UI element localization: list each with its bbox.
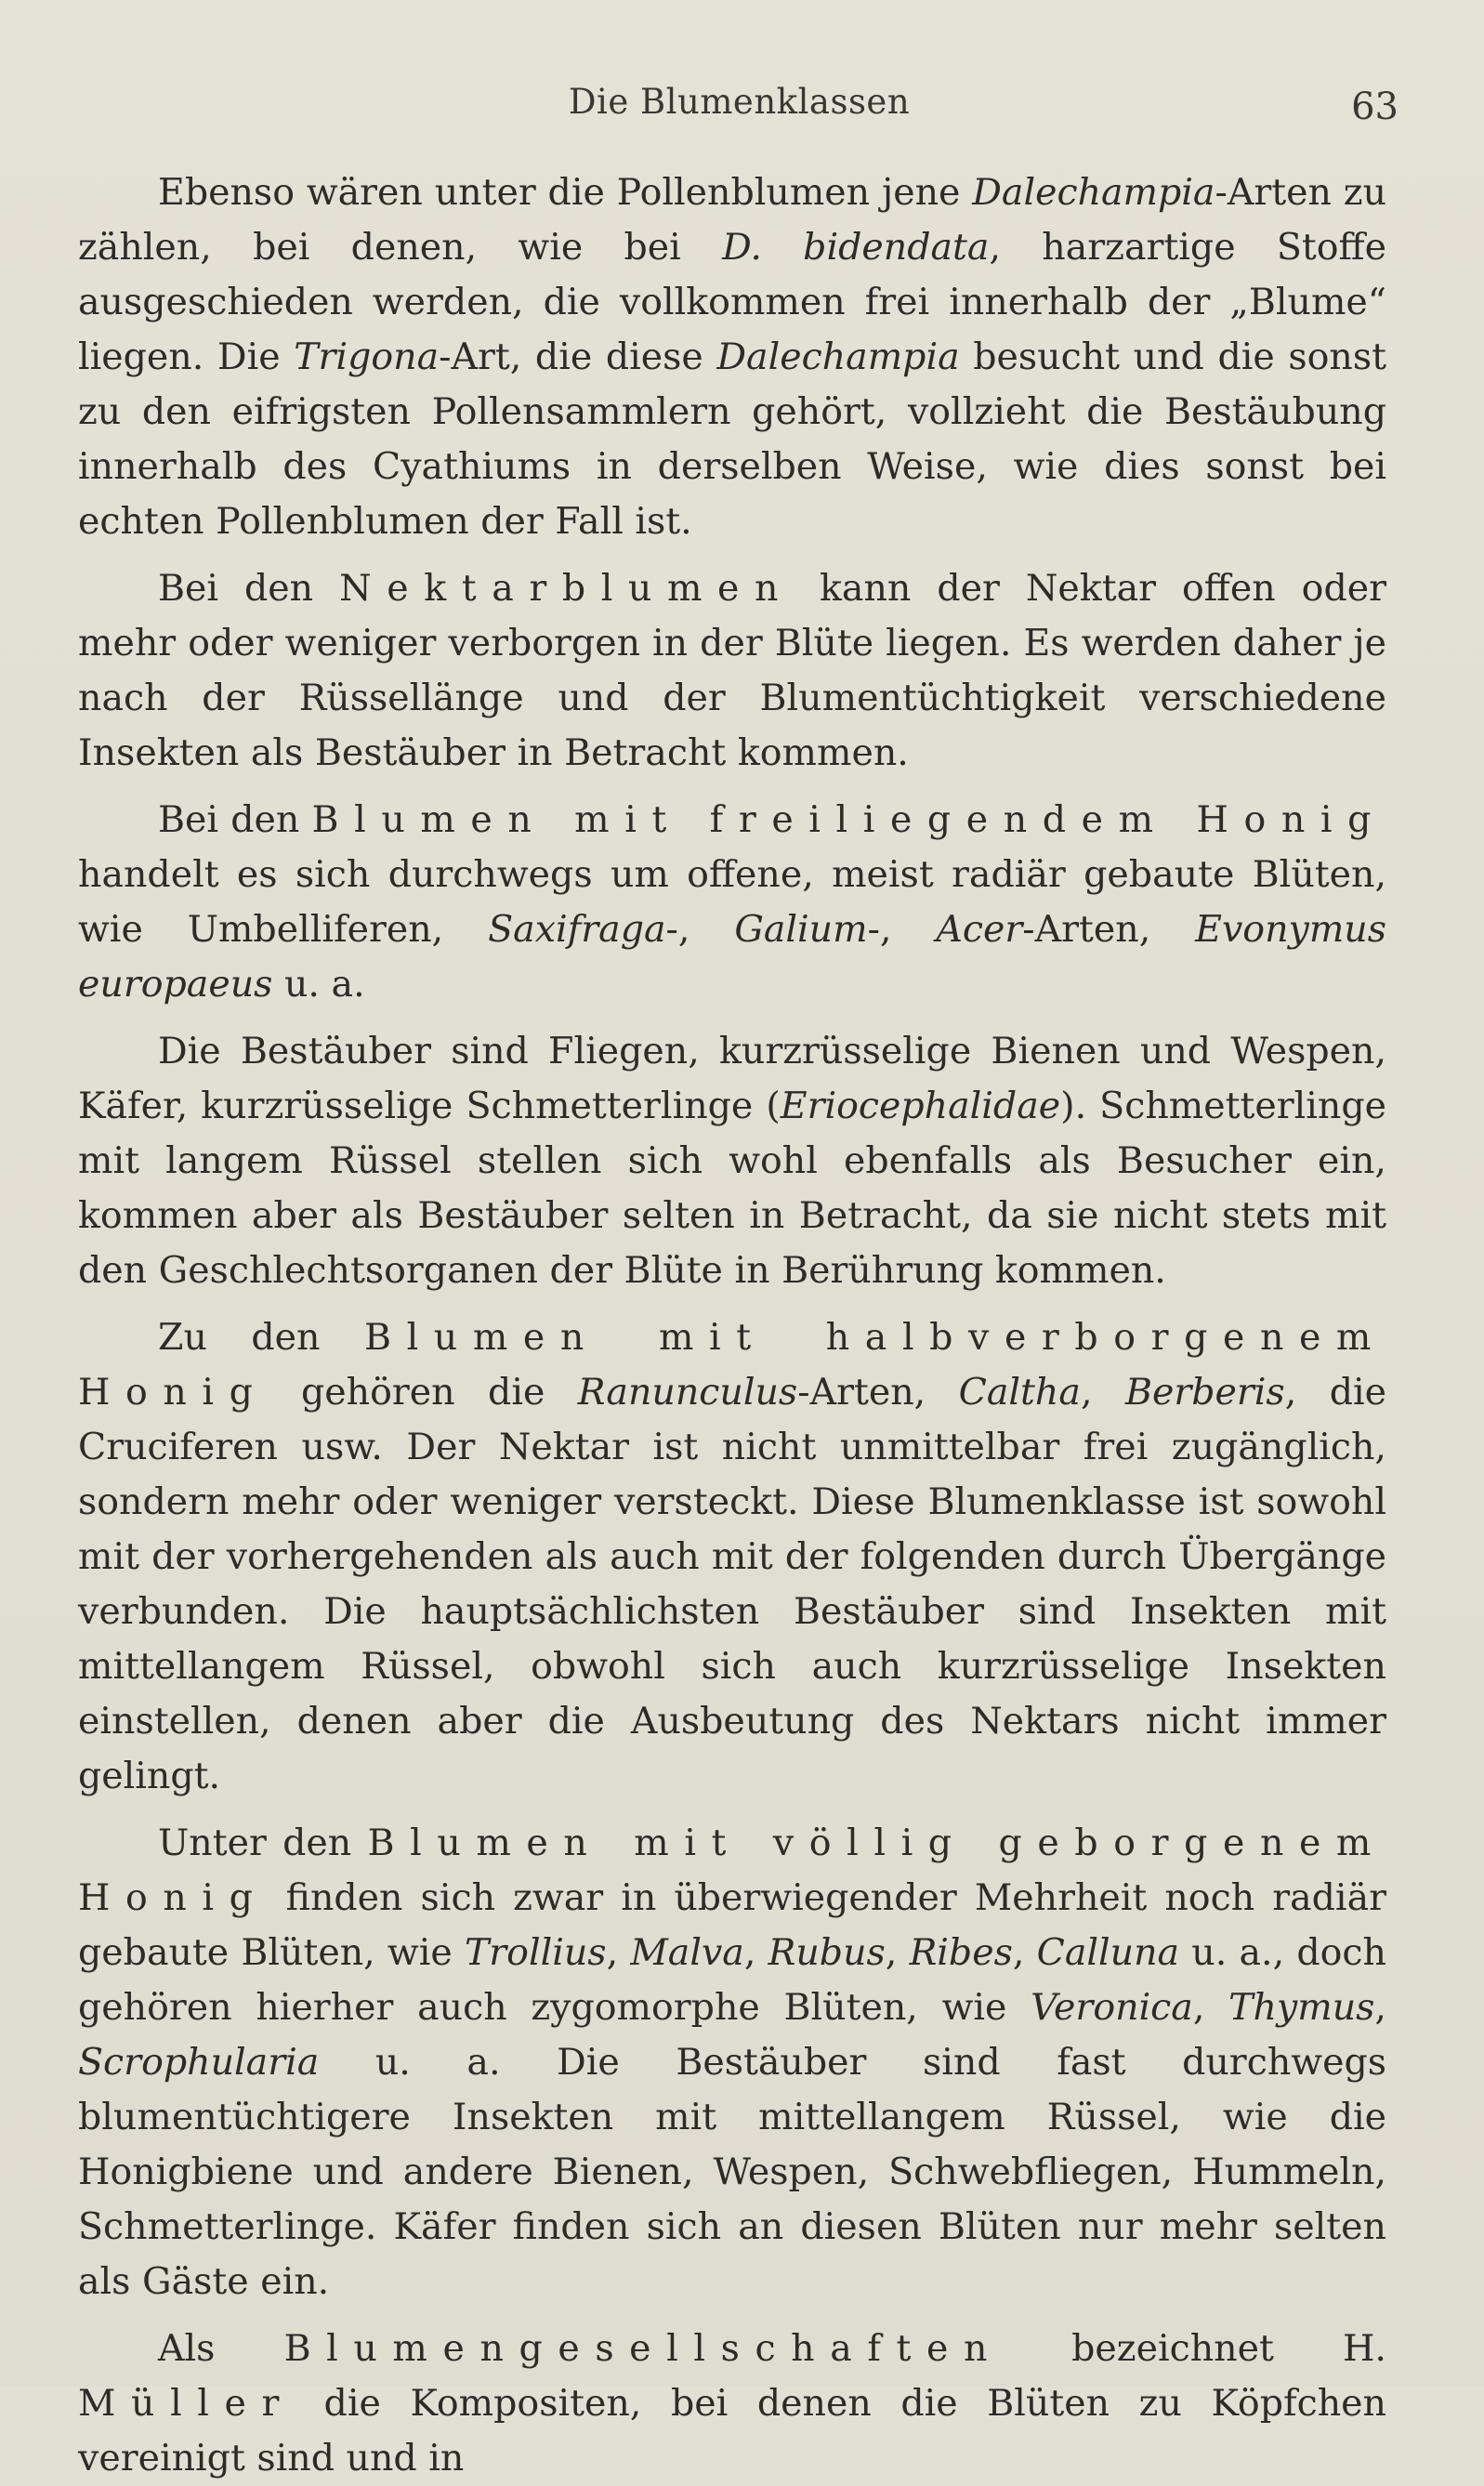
- text-run: Ebenso wären unter die Pollenblumen jene: [158, 171, 973, 214]
- italic-term: Saxifraga: [488, 908, 666, 951]
- text-run: Bei den: [158, 798, 312, 841]
- text-run: -,: [665, 908, 735, 951]
- text-run: -Arten,: [1022, 908, 1196, 951]
- text-run: u. a. Die Bestäuber sind fast durchwegs blumentüchtigere Insekten mit mittellangem Rüssel, wie die Honigbiene und andere Bienen, Wespen, Schwebfliegen, Hummeln, Schmetterlinge. Käfer finden sich an diesen Blüten nur mehr selten als Gäste ein.: [78, 2041, 1386, 2303]
- spaced-term: Blumen mit völlig geborgenem Honig: [78, 1822, 1386, 1919]
- italic-term: Scrophularia: [78, 2041, 320, 2084]
- text-run: u. a., doch gehören hierher auch zygomorphe Blüten, wie: [78, 1931, 1386, 2029]
- paragraph: [78, 561, 1386, 781]
- paragraph: [78, 793, 1386, 1012]
- page-number: 63: [1351, 85, 1399, 128]
- italic-term: Ribes: [909, 1931, 1013, 1974]
- italic-term: Galium: [734, 908, 868, 951]
- text-run: bezeichnet H.: [1003, 2327, 1386, 2370]
- text-run: -Arten zu zählen, bei denen, wie bei: [78, 171, 1387, 269]
- spaced-term: Blumengesellschaften: [283, 2327, 1003, 2370]
- text-run: ,: [1192, 1986, 1229, 2029]
- text-run: -Art, die diese: [439, 335, 717, 378]
- italic-term: Rubus: [768, 1931, 886, 1974]
- italic-term: Dalechampia: [972, 171, 1215, 214]
- text-run: ,: [1374, 1986, 1386, 2029]
- text-run: -Arten,: [797, 1371, 959, 1414]
- paragraph: [78, 165, 1386, 549]
- text-run: -,: [867, 908, 937, 951]
- paragraph: [78, 2322, 1386, 2486]
- text-run: ,: [606, 1931, 631, 1974]
- italic-term: Trigona: [294, 335, 440, 378]
- text-run: besucht und die sonst zu den eifrigsten Pollensammlern gehört, vollzieht die Bestäubung innerhalb des Cyathiums in derselben Weise, wie dies sonst bei echten Pollenblumen der Fall ist.: [78, 335, 1386, 543]
- italic-term: Eriocephalidae: [780, 1085, 1061, 1127]
- italic-term: Dalechampia: [716, 335, 960, 378]
- text-run: u. a.: [272, 963, 365, 1006]
- spaced-term: Blumen mit freiliegendem Honig: [311, 798, 1386, 841]
- text-run: Als: [158, 2327, 284, 2370]
- italic-term: Caltha: [958, 1371, 1081, 1414]
- spaced-term: Blumen mit halbverborgenem Honig: [78, 1316, 1386, 1414]
- text-run: kann der Nektar offen oder mehr oder weniger verborgen in der Blüte liegen. Es werden daher je nach der Rüssellänge und der Blumentüchtigkeit verschiedene Insekten als Bestäuber in Betracht kommen.: [78, 567, 1386, 774]
- italic-term: Evonymus europaeus: [78, 908, 1386, 1006]
- italic-term: D. bidendata: [722, 226, 990, 269]
- text-run: , harzartige Stoffe ausgeschieden werden, die vollkommen frei innerhalb der „Blume“ liegen. Die: [78, 226, 1386, 378]
- spaced-term: Müller: [78, 2382, 295, 2425]
- text-run: Bei den: [158, 567, 340, 610]
- text-run: Zu den: [158, 1316, 364, 1359]
- italic-term: Calluna: [1036, 1931, 1180, 1974]
- italic-term: Malva: [630, 1931, 744, 1974]
- running-head: [80, 82, 1399, 134]
- text-run: , die Cruciferen usw. Der Nektar ist nicht unmittelbar frei zugänglich, sondern mehr oder weniger versteckt. Diese Blumenklasse ist sowohl mit der vorhergehenden als auch mit der folgenden durch Übergänge verbunden. Die hauptsächlichsten Bestäuber sind Insekten mit mittellangem Rüssel, obwohl sich auch kurzrüsselige Insekten einstellen, denen aber die Ausbeutung des Nektars nicht immer gelingt.: [78, 1371, 1386, 1797]
- italic-term: Trollius: [464, 1931, 607, 1974]
- text-run: Unter den: [158, 1822, 368, 1864]
- running-title: Die Blumenklassen: [568, 82, 911, 122]
- body-text: [78, 165, 1386, 2486]
- paragraph: [78, 1024, 1386, 1298]
- text-run: ,: [743, 1931, 768, 1974]
- italic-term: Berberis: [1124, 1371, 1285, 1414]
- text-run: ,: [885, 1931, 910, 1974]
- paragraph: [78, 1816, 1386, 2309]
- italic-term: Thymus: [1228, 1986, 1375, 2029]
- paragraph: [78, 1310, 1386, 1804]
- text-run: ). Schmetterlinge mit langem Rüssel stellen sich wohl ebenfalls als Besucher ein, kommen aber als Bestäuber selten in Betracht, da sie nicht stets mit den Geschlechtsorganen der Blüte in Berührung kommen.: [78, 1085, 1386, 1292]
- text-run: gehören die: [268, 1371, 578, 1414]
- italic-term: Ranunculus: [577, 1371, 798, 1414]
- text-run: ,: [1080, 1371, 1125, 1414]
- text-run: handelt es sich durchwegs um offene, meist radiär gebaute Blüten, wie Umbelliferen,: [78, 853, 1386, 951]
- italic-term: Veronica: [1031, 1986, 1193, 2029]
- spaced-term: Nektarblumen: [339, 567, 794, 610]
- text-run: Die Bestäuber sind Fliegen, kurzrüsselige Bienen und Wespen, Käfer, kurzrüsselige Schmetterlinge (: [78, 1030, 1386, 1127]
- text-run: ,: [1012, 1931, 1037, 1974]
- text-run: die Kompositen, bei denen die Blüten zu Köpfchen vereinigt sind und in: [78, 2382, 1386, 2479]
- text-run: finden sich zwar in überwiegender Mehrheit noch radiär gebaute Blüten, wie: [78, 1876, 1386, 1974]
- italic-term: Acer: [936, 908, 1023, 951]
